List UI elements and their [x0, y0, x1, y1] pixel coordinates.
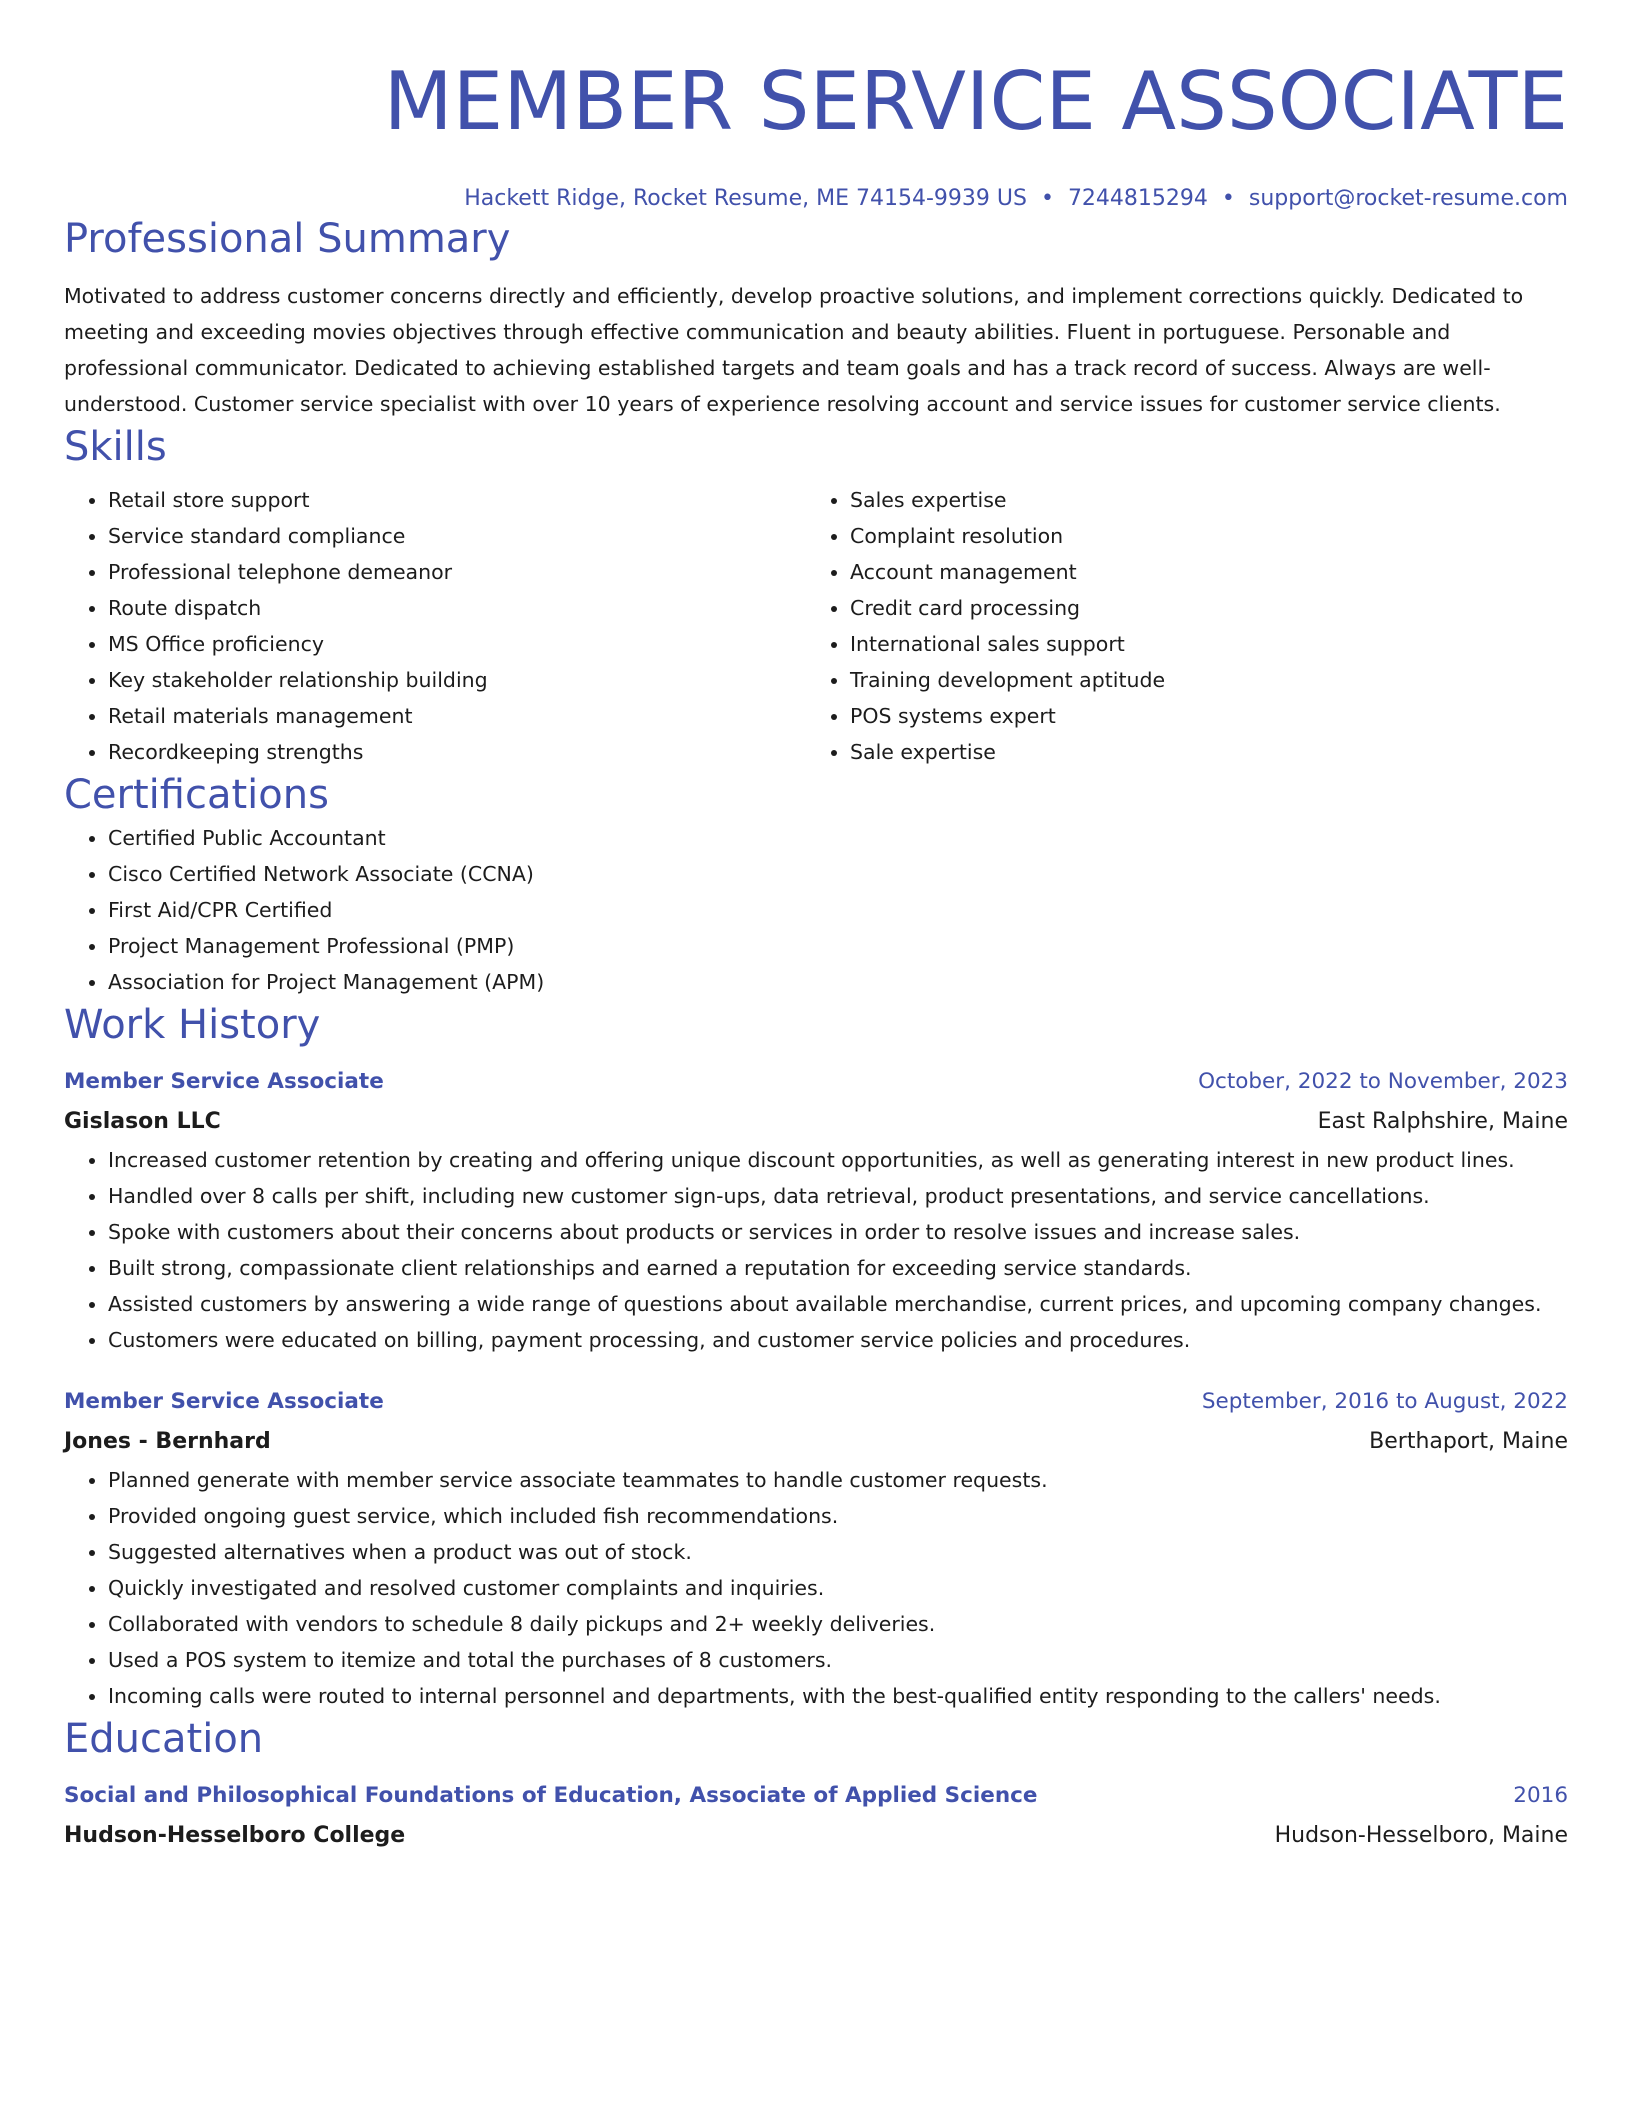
- skills-list-right: [806, 482, 1568, 770]
- summary-heading: Professional Summary: [64, 216, 511, 262]
- skill-item: • International sales support: [850, 626, 1568, 662]
- job-entry: [64, 1382, 1568, 1714]
- skill-item: • Key stakeholder relationship building: [108, 662, 806, 698]
- job-bullet: • Increased customer retention by creating and offering unique discount opportunities, as well as generating interest in new product lines.: [108, 1142, 1568, 1178]
- job-bullet: • Provided ongoing guest service, which included fish recommendations.: [108, 1498, 1568, 1534]
- skill-item: • Recordkeeping strengths: [108, 734, 806, 770]
- job-bullet: • Customers were educated on billing, payment processing, and customer service policies and procedures.: [108, 1322, 1568, 1358]
- job-bullet: • Incoming calls were routed to internal personnel and departments, with the best-qualified entity responding to the callers' needs.: [108, 1678, 1568, 1714]
- job-location: East Ralphshire, Maine: [1317, 1109, 1568, 1134]
- education-entry: [64, 1776, 1568, 1856]
- skill-item: • Professional telephone demeanor: [108, 554, 806, 590]
- certification-item: • Cisco Certified Network Associate (CCNA): [108, 856, 1568, 892]
- skill-item: • POS systems expert: [850, 698, 1568, 734]
- job-company-row: [64, 1102, 1568, 1142]
- certification-item: • Association for Project Management (APM): [108, 964, 1568, 1000]
- certifications-list: [64, 820, 1568, 1000]
- certification-item: • Certified Public Accountant: [108, 820, 1568, 856]
- resume-name-heading: MEMBER SERVICE ASSOCIATE: [383, 55, 1568, 148]
- skill-item: • Sales expertise: [850, 482, 1568, 518]
- job-entry: [64, 1062, 1568, 1358]
- skill-item: • Account management: [850, 554, 1568, 590]
- job-dates: October, 2022 to November, 2023: [1198, 1069, 1568, 1094]
- education-location: Hudson-Hesselboro, Maine: [1274, 1823, 1568, 1848]
- job-title: Member Service Associate: [64, 1069, 384, 1094]
- job-bullet: • Handled over 8 calls per shift, including new customer sign-ups, data retrieval, product presentations, and service cancellations.: [108, 1178, 1568, 1214]
- certifications-heading: Certifications: [64, 772, 329, 818]
- education-school-row: [64, 1816, 1568, 1856]
- skill-item: • MS Office proficiency: [108, 626, 806, 662]
- skills-heading: Skills: [64, 424, 167, 470]
- contact-address: Hackett Ridge, Rocket Resume, ME 74154-9939 US: [464, 186, 1027, 211]
- job-company: Gislason LLC: [64, 1109, 221, 1134]
- job-bullet: • Built strong, compassionate client relationships and earned a reputation for exceeding service standards.: [108, 1250, 1568, 1286]
- skills-columns: [64, 482, 1568, 770]
- job-bullet-list: [64, 1142, 1568, 1358]
- certification-item: • First Aid/CPR Certified: [108, 892, 1568, 928]
- job-bullet: • Planned generate with member service associate teammates to handle customer requests.: [108, 1462, 1568, 1498]
- job-company: Jones - Bernhard: [64, 1429, 271, 1454]
- resume-page: [64, 0, 1568, 1856]
- education-school: Hudson-Hesselboro College: [64, 1823, 406, 1848]
- skill-item: • Sale expertise: [850, 734, 1568, 770]
- skill-item: • Complaint resolution: [850, 518, 1568, 554]
- education-heading: Education: [64, 1716, 264, 1762]
- job-bullet: • Collaborated with vendors to schedule 8 daily pickups and 2+ weekly deliveries.: [108, 1606, 1568, 1642]
- skill-item: • Retail store support: [108, 482, 806, 518]
- job-header-row: [64, 1062, 1568, 1102]
- certification-item: • Project Management Professional (PMP): [108, 928, 1568, 964]
- job-header-row: [64, 1382, 1568, 1422]
- contact-separator: •: [1221, 186, 1235, 211]
- job-title: Member Service Associate: [64, 1389, 384, 1414]
- skills-column-left: [64, 482, 806, 770]
- skill-item: • Credit card processing: [850, 590, 1568, 626]
- skill-item: • Training development aptitude: [850, 662, 1568, 698]
- skill-item: • Retail materials management: [108, 698, 806, 734]
- skill-item: • Route dispatch: [108, 590, 806, 626]
- job-dates: September, 2016 to August, 2022: [1201, 1389, 1568, 1414]
- job-company-row: [64, 1422, 1568, 1462]
- contact-separator: •: [1040, 186, 1054, 211]
- job-bullet: • Spoke with customers about their concerns about products or services in order to resolve issues and increase sales.: [108, 1214, 1568, 1250]
- skills-list-left: [64, 482, 806, 770]
- summary-text: Motivated to address customer concerns directly and efficiently, develop proactive solutions, and implement corrections quickly. Dedicated to meeting and exceeding movies objectives through effective communication and beauty abilities. Fluent in portuguese. Personable and professional communicator. Dedicated to achieving established targets and team goals and has a track record of success. Always are well-understood. Customer service specialist with over 10 years of experience resolving account and service issues for customer service clients.: [64, 284, 1524, 416]
- job-location: Berthaport, Maine: [1369, 1429, 1568, 1454]
- job-bullet: • Used a POS system to itemize and total the purchases of 8 customers.: [108, 1642, 1568, 1678]
- education-year: 2016: [1513, 1783, 1568, 1808]
- contact-email[interactable]: support@rocket-resume.com: [1248, 186, 1568, 211]
- work-history-heading: Work History: [64, 1002, 321, 1048]
- skill-item: • Service standard compliance: [108, 518, 806, 554]
- job-bullet: • Assisted customers by answering a wide range of questions about available merchandise, current prices, and upcoming company changes.: [108, 1286, 1568, 1322]
- contact-phone[interactable]: 7244815294: [1067, 186, 1208, 211]
- education-header-row: [64, 1776, 1568, 1816]
- education-degree: Social and Philosophical Foundations of Education, Associate of Applied Science: [64, 1783, 1038, 1808]
- job-bullet: • Quickly investigated and resolved customer complaints and inquiries.: [108, 1570, 1568, 1606]
- skills-column-right: [806, 482, 1568, 770]
- job-bullet: • Suggested alternatives when a product was out of stock.: [108, 1534, 1568, 1570]
- job-bullet-list: [64, 1462, 1568, 1714]
- contact-line: [64, 184, 1568, 214]
